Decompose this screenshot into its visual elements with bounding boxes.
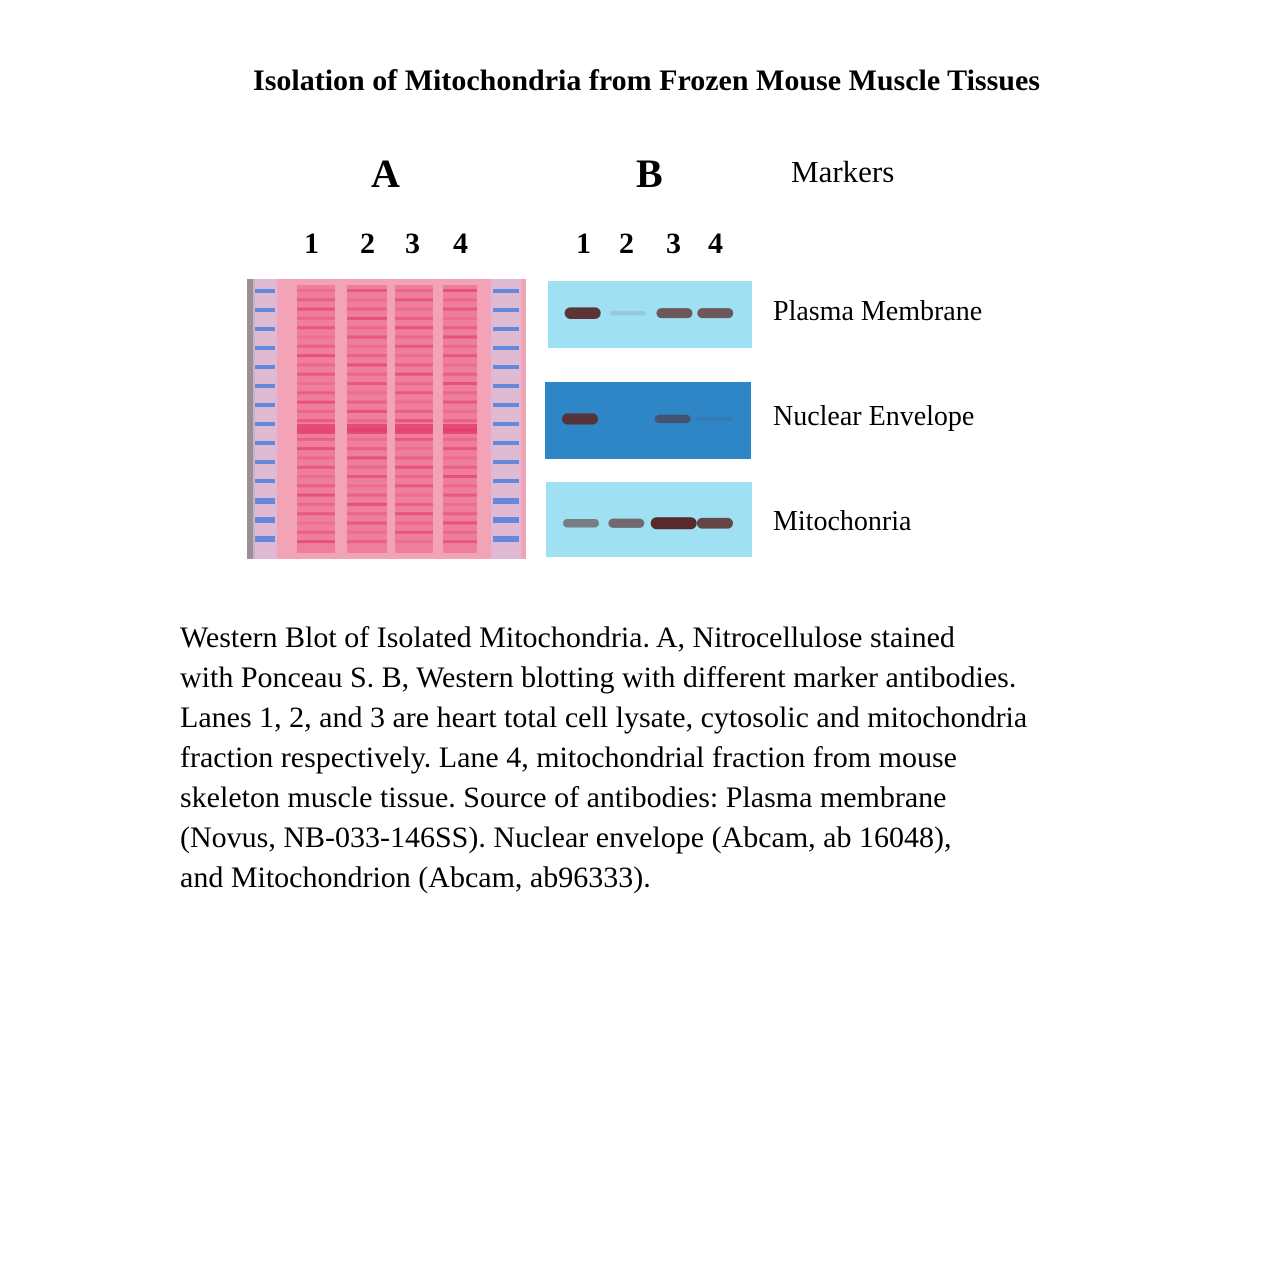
lane-number-b2: 2 <box>619 227 634 260</box>
figure-caption <box>180 618 1160 898</box>
blot-band <box>696 417 732 421</box>
blot-band <box>651 517 697 529</box>
lane-number-b1: 1 <box>576 227 591 260</box>
blot-band <box>563 519 599 527</box>
caption-line: with Ponceau S. B, Western blotting with different marker antibodies. <box>180 661 1017 694</box>
caption-line: Western Blot of Isolated Mitochondria. A, Nitrocellulose stained <box>180 621 955 654</box>
lane-number-a3: 3 <box>405 227 420 260</box>
ponceau-sample-lane <box>395 285 433 553</box>
blot-band <box>610 311 646 316</box>
lane-number-b3: 3 <box>666 227 681 260</box>
lane-number-a2: 2 <box>360 227 375 260</box>
lane-number-a1: 1 <box>304 227 319 260</box>
ladder-lane-left <box>253 279 277 559</box>
ponceau-sample-lane <box>443 285 477 553</box>
caption-line: skeleton muscle tissue. Source of antibodies: Plasma membrane <box>180 781 947 814</box>
figure-title: Isolation of Mitochondria from Frozen Mouse Muscle Tissues <box>253 64 1040 97</box>
ponceau-sample-lane <box>297 285 335 553</box>
marker-label-mitochondria: Mitochonria <box>773 506 912 537</box>
marker-label-plasma-membrane: Plasma Membrane <box>773 296 983 327</box>
caption-line: and Mitochondrion (Abcam, ab96333). <box>180 861 651 894</box>
blot-band <box>562 413 598 424</box>
blot-band <box>655 415 691 423</box>
caption-line: (Novus, NB-033-146SS). Nuclear envelope (Abcam, ab 16048), <box>180 821 952 854</box>
blot-nuclear-envelope <box>545 382 751 459</box>
ponceau-sample-lane <box>347 285 387 553</box>
panel-b-label: B <box>636 151 663 196</box>
caption-line: fraction respectively. Lane 4, mitochondrial fraction from mouse <box>180 741 957 774</box>
blot-band <box>697 518 733 529</box>
lane-number-a4: 4 <box>453 227 468 260</box>
markers-heading: Markers <box>791 154 895 189</box>
caption-line: Lanes 1, 2, and 3 are heart total cell lysate, cytosolic and mitochondria <box>180 701 1028 734</box>
blot-mitochondria <box>546 482 752 557</box>
ponceau-membrane-image <box>247 279 526 559</box>
blot-band <box>565 307 601 319</box>
ladder-lane-right <box>491 279 521 559</box>
blot-band <box>608 519 644 528</box>
blot-band <box>656 308 692 318</box>
marker-label-nuclear-envelope: Nuclear Envelope <box>773 401 975 432</box>
lane-number-b4: 4 <box>708 227 723 260</box>
panel-a-label: A <box>371 151 400 196</box>
blot-band <box>697 308 733 318</box>
blot-plasma-membrane <box>548 281 752 348</box>
